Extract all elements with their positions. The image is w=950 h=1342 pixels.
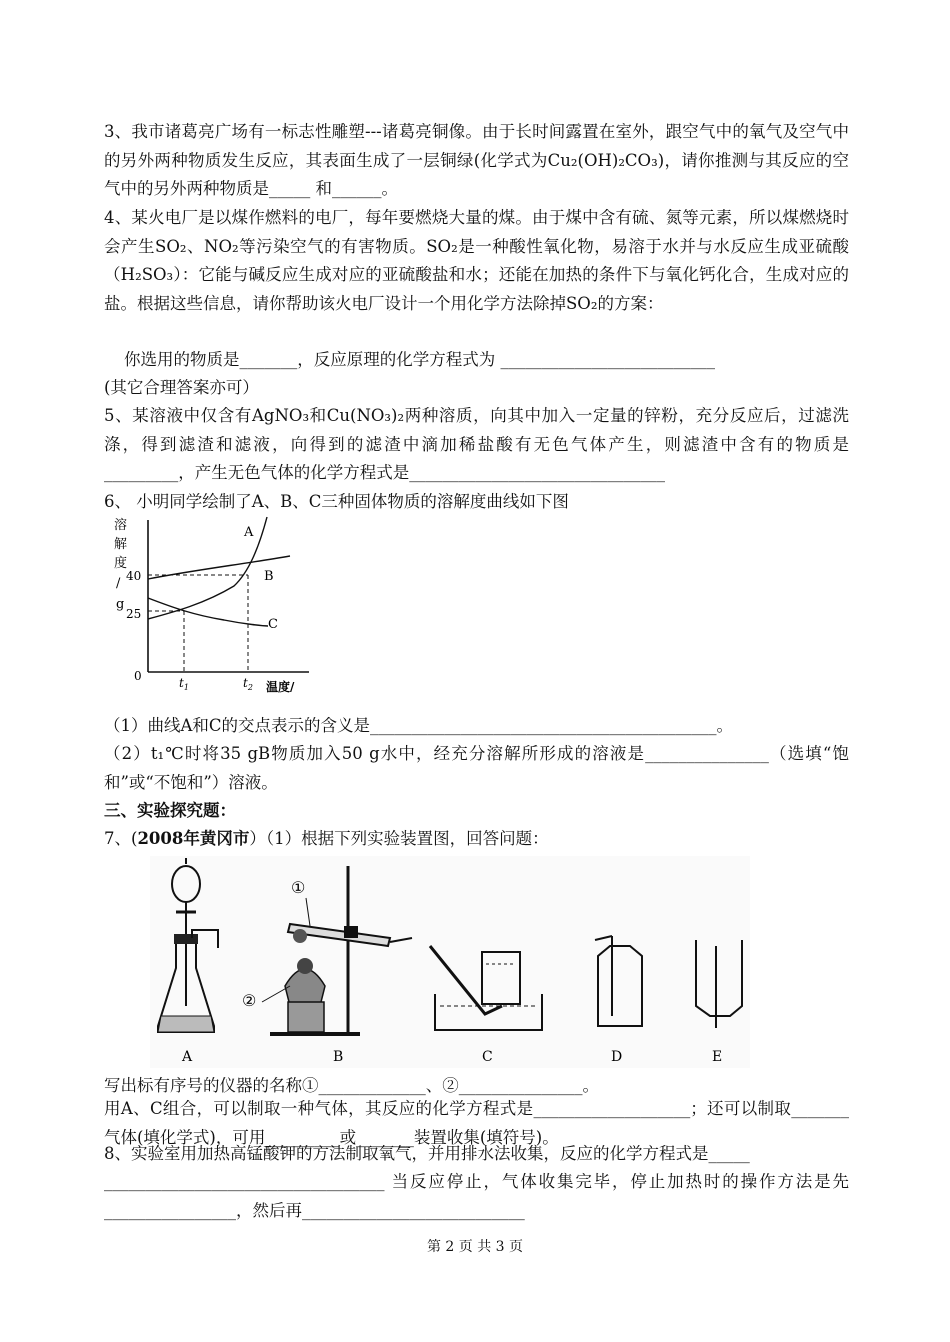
y-tick-40: 40 [126,569,142,583]
label-b: B [264,569,274,584]
label-e: E [712,1049,723,1065]
q7-rest: ）（1）根据下列实验装置图，回答问题： [249,829,549,848]
question-4-text: 4、某火电厂是以煤作燃料的电厂，每年要燃烧大量的煤。由于煤中含有硫、氮等元素，所以煤燃烧时会产生SO₂、NO₂等污染空气的有害物质。SO₂是一种酸性氧化物，易溶于水并与水反应生成亚硫酸（H₂SO₃）：它能与碱反应生成对应的亚硫酸盐和水；还能在加热的条件下与氧化钙化合，生成对应的盐。根据这些信息，请你帮助该火电厂设计一个用化学方法除掉SO₂的方案： [104,208,849,313]
question-7-line-2: 用A、C组合，可以制取一种气体，其反应的化学方程式是___________________；还可以制取_______气体(填化学式)，可用_________或_______装置收集(填符号)。 [104,1099,849,1147]
figure-bg [150,856,750,1068]
origin-label: 0 [134,669,142,683]
y-label-5: g [116,597,125,612]
apparatus-figure [150,856,750,1068]
x-tick-t2: $t_2$ [243,676,253,692]
y-label-2: 解 [114,537,128,552]
solubility-curve-graph [104,512,326,698]
y-label-3: 度 [114,556,128,571]
question-6-2: （2）t₁℃时将35 gB物质加入50 g水中，经充分溶解所形成的溶液是_______________（选填“饱和”或“不饱和”）溶液。 [104,744,849,792]
curve-c [148,598,268,626]
q7-source: 2008年黄冈市 [137,829,250,848]
y-label-4: / [116,576,121,591]
label-c: C [482,1049,493,1065]
question-4-answer: 你选用的物质是_______，反应原理的化学方程式为 __________________________ [124,350,715,369]
question-3: 3、我市诸葛亮广场有一标志性雕塑---诸葛亮铜像。由于长时间露置在室外，跟空气中的氧气及空气中的另外两种物质发生反应，其表面生成了一层铜绿(化学式为Cu₂(OH)₂CO₃)，请你推测与其反应的空气中的另外两种物质是_____ 和______。 [104,122,849,198]
label-d: D [611,1049,623,1065]
question-8-line-1: 8、实验室用加热高锰酸钾的方法制取氧气，并用排水法收集，反应的化学方程式是_____ [104,1144,750,1163]
page-footer: 第 2 页 共 3 页 [426,1239,524,1255]
label-c: C [268,617,278,632]
question-5: 5、某溶液中仅含有AgNO₃和Cu(NO₃)₂两种溶质，向其中加入一定量的锌粉，充分反应后，过滤洗涤，得到滤渣和滤液，向得到的滤渣中滴加稀盐酸有无色气体产生，则滤渣中含有的物质是_________，产生无色气体的化学方程式是_______________________________ [104,406,849,482]
label-b: B [333,1049,344,1065]
label-a: A [182,1049,193,1065]
y-tick-25: 25 [126,607,142,621]
x-label: 温度/ [266,680,295,694]
x-tick-t1: $t_1$ [179,676,189,692]
mark-1: ① [291,878,306,897]
label-a: A [244,525,254,540]
question-7-head [104,825,849,854]
y-label-1: 溶 [114,518,128,533]
question-7-line-1: 写出标有序号的仪器的名称①_____________、②_______________。 [104,1076,599,1095]
section-3-title: 三、实验探究题： [104,801,236,820]
question-6-1: （1）曲线A和C的交点表示的含义是__________________________________________。 [104,716,734,735]
question-4-note: (其它合理答案亦可） [104,378,259,397]
q7-num: 7、( [104,829,138,848]
mark-2: ② [242,991,257,1010]
question-6: 6、 小明同学绘制了A、B、C三种固体物质的溶解度曲线如下图 [104,492,569,511]
question-8-line-2: __________________________________ 当反应停止，气体收集完毕，停止加热时的操作方法是先________________，然后再___________________________ [104,1172,849,1220]
